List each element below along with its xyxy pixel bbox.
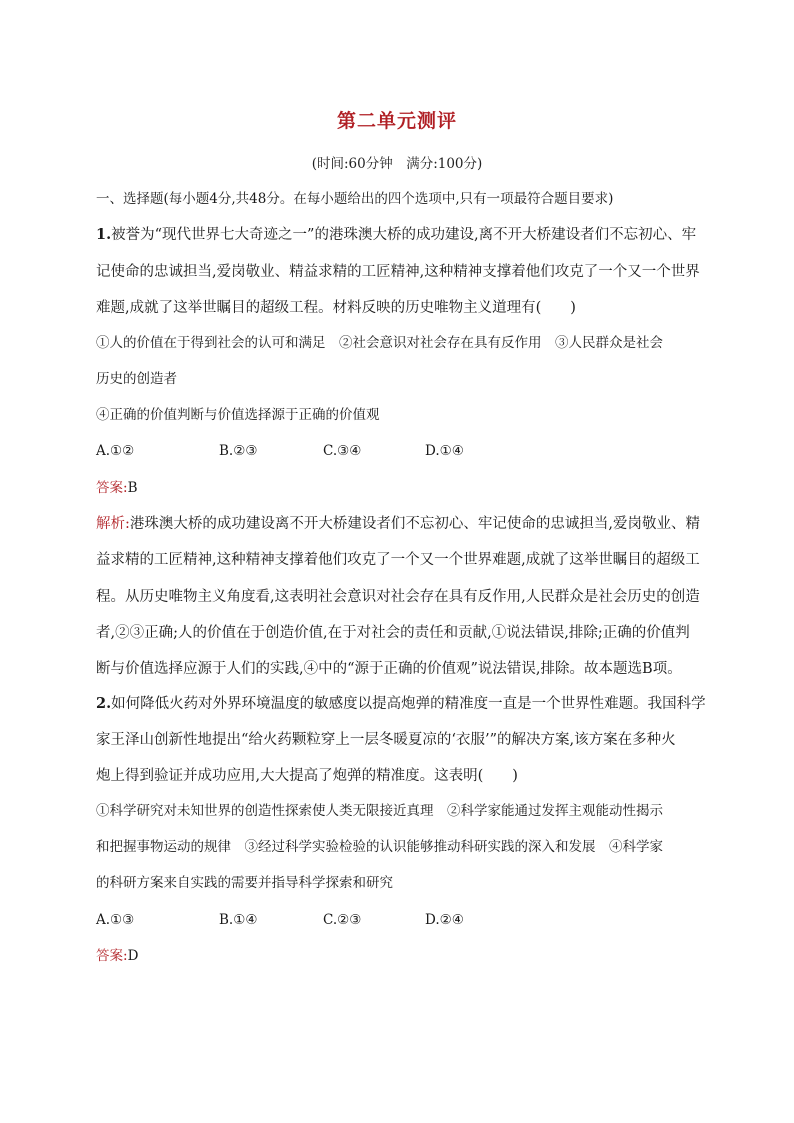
question-1-analysis-line-3: 程。从历史唯物主义角度看,这表明社会意识对社会存在具有反作用,人民群众是社会历史的创造 xyxy=(96,589,700,605)
question-2-option-c: C.②③ xyxy=(323,912,362,928)
section-heading: 一、选择题(每小题4分,共48分。在每小题给出的四个选项中,只有一项最符合题目要求) xyxy=(96,191,614,207)
question-1-number: 1. xyxy=(96,226,112,243)
analysis-label: 解析: xyxy=(96,516,130,532)
answer-value: B xyxy=(127,480,138,496)
question-2-option-d: D.②④ xyxy=(425,912,464,928)
question-1-stem-line-1: 1.被誉为“现代世界七大奇迹之一”的港珠澳大桥的成功建设,离不开大桥建设者们不忘初心、牢 xyxy=(96,226,697,243)
question-2-number: 2. xyxy=(96,695,112,712)
question-1-option-d: D.①④ xyxy=(425,443,464,459)
question-1-analysis-line-2: 益求精的工匠精神,这种精神支撑着他们攻克了一个又一个世界难题,成就了这举世瞩目的超级工 xyxy=(96,552,700,568)
question-2-answer xyxy=(96,946,716,966)
question-1-option-b: B.②③ xyxy=(219,443,258,459)
answer-value: D xyxy=(127,948,139,964)
exam-info: (时间:60分钟 满分:100分) xyxy=(311,156,483,172)
question-1-statements-line-3: ④正确的价值判断与价值选择源于正确的价值观 xyxy=(96,407,380,423)
question-2-option-a: A.①③ xyxy=(96,912,135,928)
question-2-stem-line-1: 2.如何降低火药对外界环境温度的敏感度以提高炮弹的精准度一直是一个世界性难题。我国科学 xyxy=(96,695,706,712)
question-1-analysis-line-1: 解析:港珠澳大桥的成功建设离不开大桥建设者们不忘初心、牢记使命的忠诚担当,爱岗敬业、精 xyxy=(96,516,700,532)
question-2-option-b: B.①④ xyxy=(219,912,258,928)
answer-label: 答案: xyxy=(96,948,128,964)
question-2-stem-line-3: 炮上得到验证并成功应用,大大提高了炮弹的精准度。这表明( ) xyxy=(96,768,518,784)
question-1-option-a: A.①② xyxy=(96,443,135,459)
question-1-analysis-line-4: 者,②③正确;人的价值在于创造价值,在于对社会的责任和贡献,①说法错误,排除;正确的价值判 xyxy=(96,625,690,641)
question-1-statements-line-2: 历史的创造者 xyxy=(96,371,177,387)
page-title: 第二单元测评 xyxy=(336,110,457,132)
answer-label: 答案: xyxy=(96,480,128,496)
question-2-stem-line-2: 家王泽山创新性地提出“给火药颗粒穿上一层冬暖夏凉的‘衣服’”的解决方案,该方案在多种火 xyxy=(96,732,676,748)
question-1-answer xyxy=(96,478,716,498)
question-1-stem-line-2: 记使命的忠诚担当,爱岗敬业、精益求精的工匠精神,这种精神支撑着他们攻克了一个又一个世界 xyxy=(96,264,700,280)
question-1-analysis-line-5: 断与价值选择应源于人们的实践,④中的“源于正确的价值观”说法错误,排除。故本题选B项。 xyxy=(96,661,682,677)
question-1-stem-line-3: 难题,成就了这举世瞩目的超级工程。材料反映的历史唯物主义道理有( ) xyxy=(96,300,576,316)
question-1-statements-line-1: ①人的价值在于得到社会的认可和满足 ②社会意识对社会存在具有反作用 ③人民群众是社会 xyxy=(96,335,663,351)
question-2-statements-line-2: 和把握事物运动的规律 ③经过科学实验检验的认识能够推动科研实践的深入和发展 ④科学家 xyxy=(96,839,663,855)
question-2-statements-line-1: ①科学研究对未知世界的创造性探索使人类无限接近真理 ②科学家能通过发挥主观能动性揭示 xyxy=(96,803,663,819)
question-1-option-c: C.③④ xyxy=(323,443,362,459)
question-2-statements-line-3: 的科研方案来自实践的需要并指导科学探索和研究 xyxy=(96,875,393,891)
